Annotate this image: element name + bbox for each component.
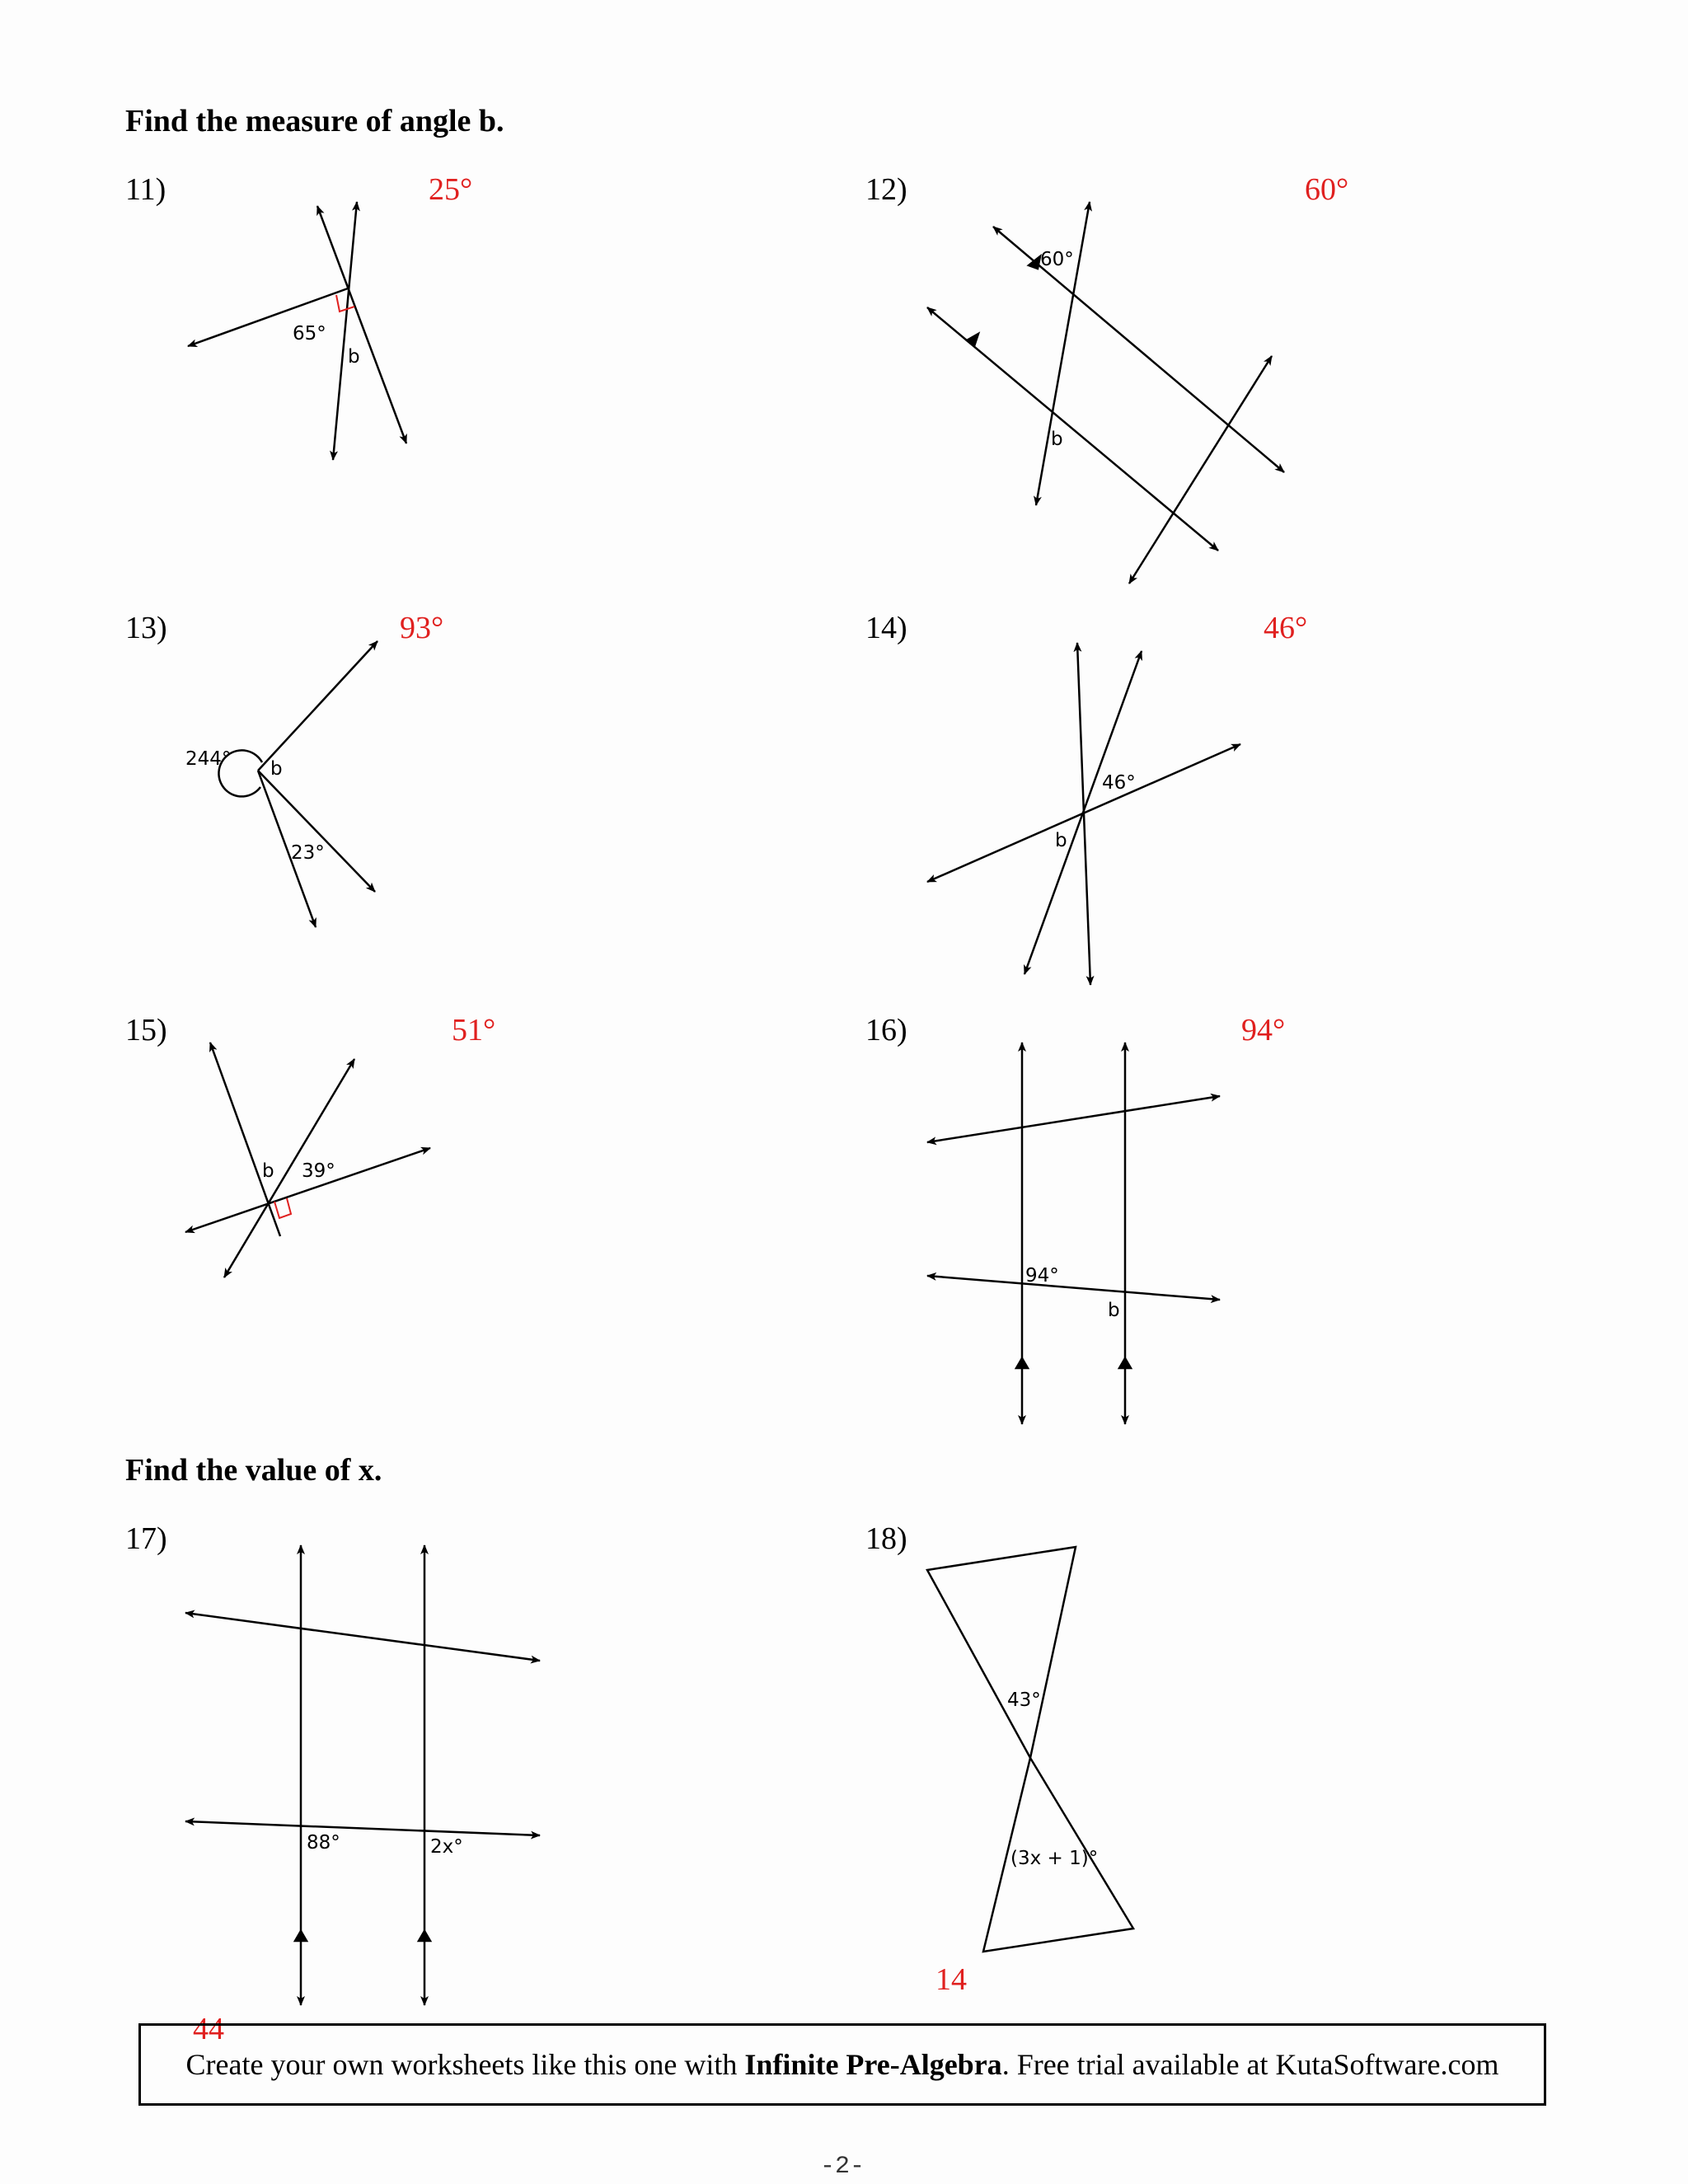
footer-product-link[interactable]: Infinite Pre-Algebra (744, 2048, 1002, 2081)
p17-label-88: 88° (307, 1832, 340, 1854)
problem-13-number: 13) (125, 611, 167, 645)
problem-14-answer: 46° (1264, 611, 1308, 645)
problem-12-figure (927, 202, 1284, 583)
problem-11-number: 11) (125, 172, 166, 207)
problem-14-number: 14) (865, 611, 907, 645)
page-number: -2- (820, 2153, 865, 2181)
p18-label-43: 43° (1007, 1690, 1041, 1711)
p14-label-46: 46° (1102, 772, 1136, 794)
problem-18-answer: 14 (935, 1962, 967, 1997)
problem-15-number: 15) (125, 1013, 167, 1047)
footer-box (138, 2023, 1546, 2106)
footer-prefix: Create your own worksheets like this one with (185, 2048, 738, 2081)
p13-label-23: 23° (291, 842, 325, 864)
section-heading-angle-b: Find the measure of angle b. (125, 104, 504, 138)
problem-15-answer: 51° (452, 1013, 496, 1047)
p16-label-94: 94° (1025, 1265, 1059, 1286)
problem-16-number: 16) (865, 1013, 907, 1047)
footer-suffix: . Free trial available at KutaSoftware.com (1001, 2048, 1499, 2081)
p15-label-b: b (262, 1160, 274, 1182)
problem-12-answer: 60° (1305, 172, 1349, 207)
problem-17-number: 17) (125, 1521, 167, 1556)
p12-label-b: b (1051, 429, 1063, 450)
problem-13-figure (218, 641, 377, 927)
problem-16-figure (927, 1043, 1220, 1424)
p13-label-244: 244° (185, 748, 232, 770)
p16-label-b: b (1108, 1300, 1120, 1321)
p15-label-39: 39° (302, 1160, 335, 1182)
p18-label-3x-plus-1: (3x + 1)° (1010, 1848, 1099, 1869)
p11-label-b: b (348, 346, 360, 368)
problem-16-answer: 94° (1241, 1013, 1286, 1047)
problem-12-number: 12) (865, 172, 907, 207)
p17-label-2x: 2x° (430, 1836, 463, 1858)
problem-11-answer: 25° (429, 172, 473, 207)
problem-18-number: 18) (865, 1521, 907, 1556)
section-heading-value-x: Find the value of x. (125, 1453, 382, 1488)
p13-label-b: b (270, 758, 283, 780)
problem-17-answer: 44 (193, 2012, 224, 2046)
problem-17-figure (185, 1545, 540, 2005)
problem-18-figure (927, 1547, 1133, 1952)
p11-label-65: 65° (293, 323, 326, 344)
problem-14-figure (927, 643, 1240, 985)
p12-label-60: 60° (1040, 249, 1074, 270)
problem-13-answer: 93° (400, 611, 444, 645)
p14-label-b: b (1055, 830, 1067, 851)
